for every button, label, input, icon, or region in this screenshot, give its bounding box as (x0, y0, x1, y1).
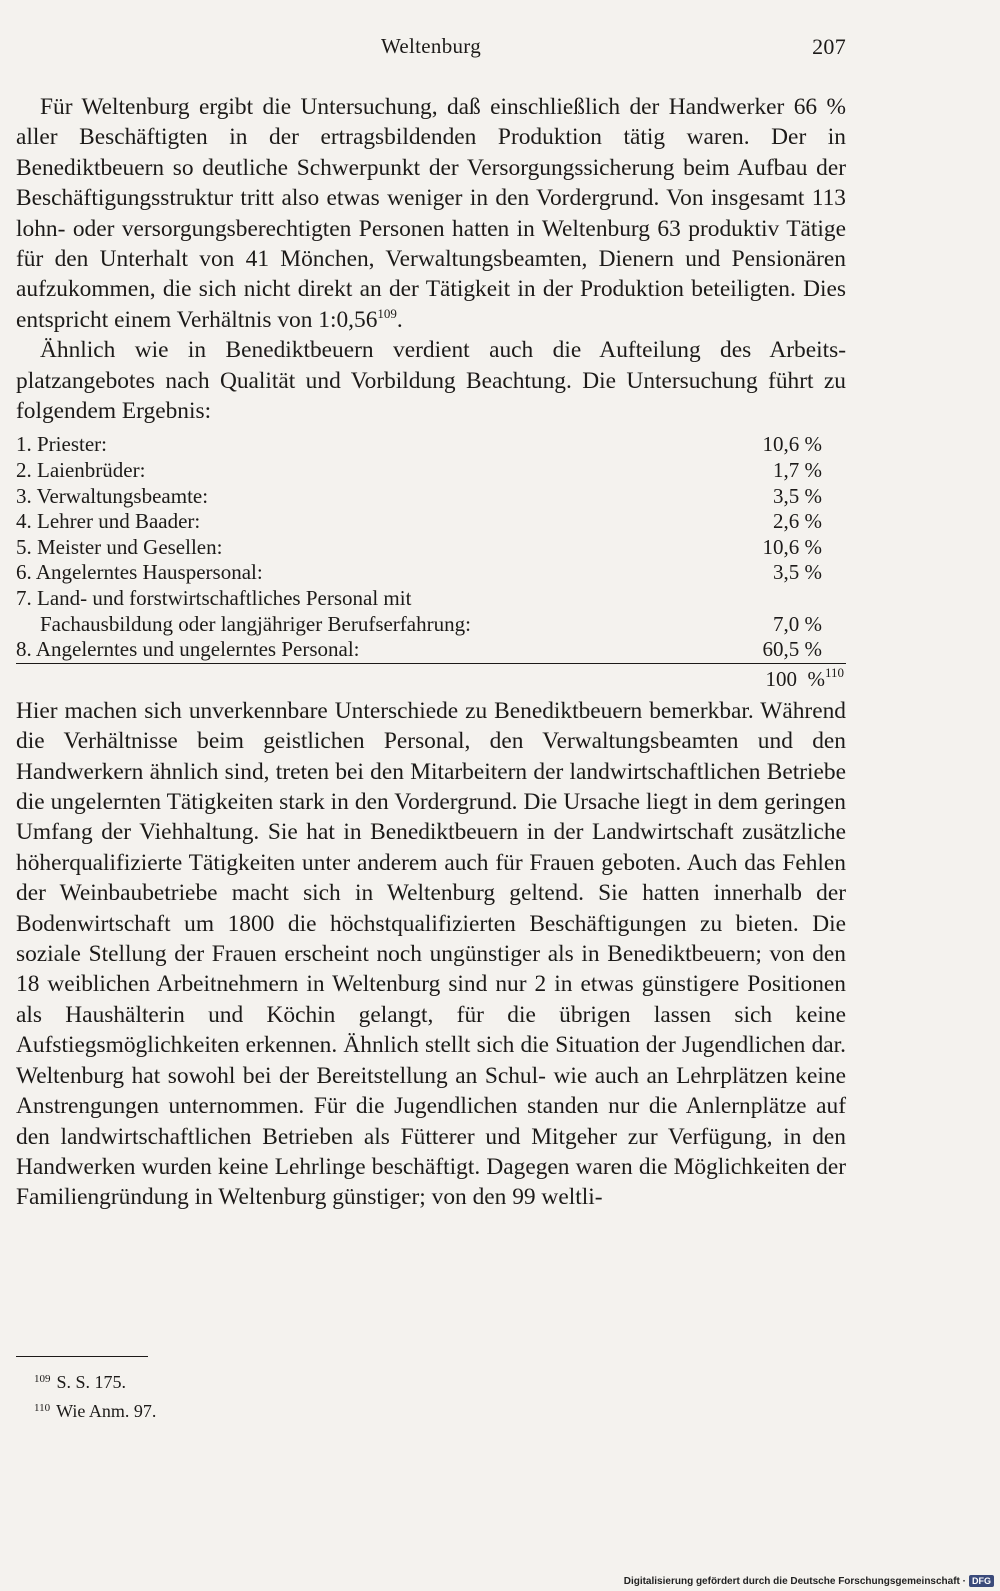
paragraph-2 (16, 335, 846, 426)
paragraph-3-text: Hier machen sich unverkennbare Unterschiede zu Benediktbeuern bemerkbar. Während die Verhältnisse beim geistlichen Personal, den Verwaltungsbeamten und den Handwerkern ähnlich sind, treten bei den Mitarbeitern der landwirtschaftlichen Betriebe die ungelernten Tätigkeiten stark in den Vordergrund. Die Ursache liegt in dem geringen Umfang der Viehhaltung. Sie hat in Benediktbeuern in der Landwirtschaft zusätzliche höherqualifizierte Tätigkeiten unter anderem auch für Frauen geboten. Auch das Fehlen der Weinbaubetriebe macht sich in Weltenburg geltend. Sie hatten innerhalb der Bodenwirtschaft um 1800 die höchstqualifizierten Beschäftigungen zu bieten. Die soziale Stellung der Frauen erscheint noch ungünstiger als in Benediktbeuern; von den 18 weiblichen Arbeitnehmern in Weltenburg sind nur 2 in etwas günstigere Positionen als Haushälterin und Köchin gelangt, für die übrigen lassen sich keine Aufstiegsmöglichkeiten erkennen. Ähnlich stellt sich die Situation der Jugendlichen dar. Weltenburg hat sowohl bei der Bereitstellung an Schul- wie auch an Lehrplätzen keine Anstrengungen unternommen. Für die Jugendlichen standen nur die Anlernplätze auf den landwirtschaftlichen Betrieben als Fütterer und Mitgeher zur Verfügung, in den Handwerken wurden keine Lehrlinge beschäftigt. Dagegen waren die Möglichkeiten der Familiengründung in Weltenburg günstiger; von den 99 weltli- (16, 697, 846, 1211)
list-item: 2. Laienbrüder: 1,7 % (16, 458, 822, 483)
list-item: 4. Lehrer und Baader: 2,6 % (16, 509, 822, 534)
digitization-credit (624, 1575, 994, 1587)
list-item: 1. Priester: 10,6 % (16, 432, 822, 457)
footnote-109: $^{109}$ S. S. 175. (34, 1372, 127, 1392)
footnote-ref-110: 110 (824, 664, 844, 680)
total-value: 100 % (765, 666, 825, 691)
credit-text: Digitalisierung gefördert durch die Deutsche Forschungsgemeinschaft · (623, 1575, 966, 1587)
list-item: 8. Angelerntes und ungelerntes Personal: 60,5 % (16, 637, 846, 664)
list-total (16, 664, 846, 694)
page-number: 207 (812, 34, 846, 59)
list-item: 6. Angelerntes Hauspersonal: 3,5 % (16, 560, 822, 585)
list-item: 5. Meister und Gesellen: 10,6 % (16, 534, 822, 559)
paragraph-1 (16, 92, 846, 335)
paragraph-1-end: . (396, 306, 403, 333)
footnotes (34, 1366, 156, 1424)
paragraph-1-text: Für Weltenburg ergibt die Untersuchung, daß einschließlich der Handwerker 66 % aller Beschäftigten in der ertragsbildenden Produktion tätig waren. Der in Benediktbeuern so deutliche Schwerpunkt der Versorgungssicherung beim Aufbau der Beschäftigungsstruktur tritt also etwas weniger in den Vordergrund. Von insgesamt 113 lohn- oder versorgungsberechtigten Personen hatten in Weltenburg 63 produktiv Tätige für den Unterhalt von 41 Mönchen, Verwaltungsbeamten, Dienern und Pensionären aufzukommen, die sich nicht direkt an der Tätigkeit in der Produktion beteiligten. Dies entspricht einem Verhältnis von 1:0,56 (16, 94, 846, 333)
body-text (16, 92, 846, 1213)
footnote-ref-109: 109 (377, 305, 397, 321)
footnote-divider (16, 1356, 148, 1357)
paragraph-3 (16, 696, 846, 1213)
list-item: 3. Verwaltungsbeamte: 3,5 % (16, 483, 822, 508)
dfg-logo-icon: DFG (969, 1575, 994, 1587)
list-item: 7. Land- und forstwirtschaftliches Personal mit Fachausbildung oder langjähriger Berufserfahrung: 7,0 % (16, 586, 822, 636)
staff-distribution-list (16, 432, 846, 663)
running-head-title: Weltenburg (380, 34, 482, 58)
paragraph-2-text: Ähnlich wie in Benediktbeuern verdient auch die Aufteilung des Arbeitsplatzangebotes nach Qualität und Vorbildung Beachtung. Die Untersuchung führt zu folgendem Ergebnis: (16, 337, 846, 425)
footnote-110: $^{110}$ Wie Anm. 97. (34, 1401, 157, 1421)
